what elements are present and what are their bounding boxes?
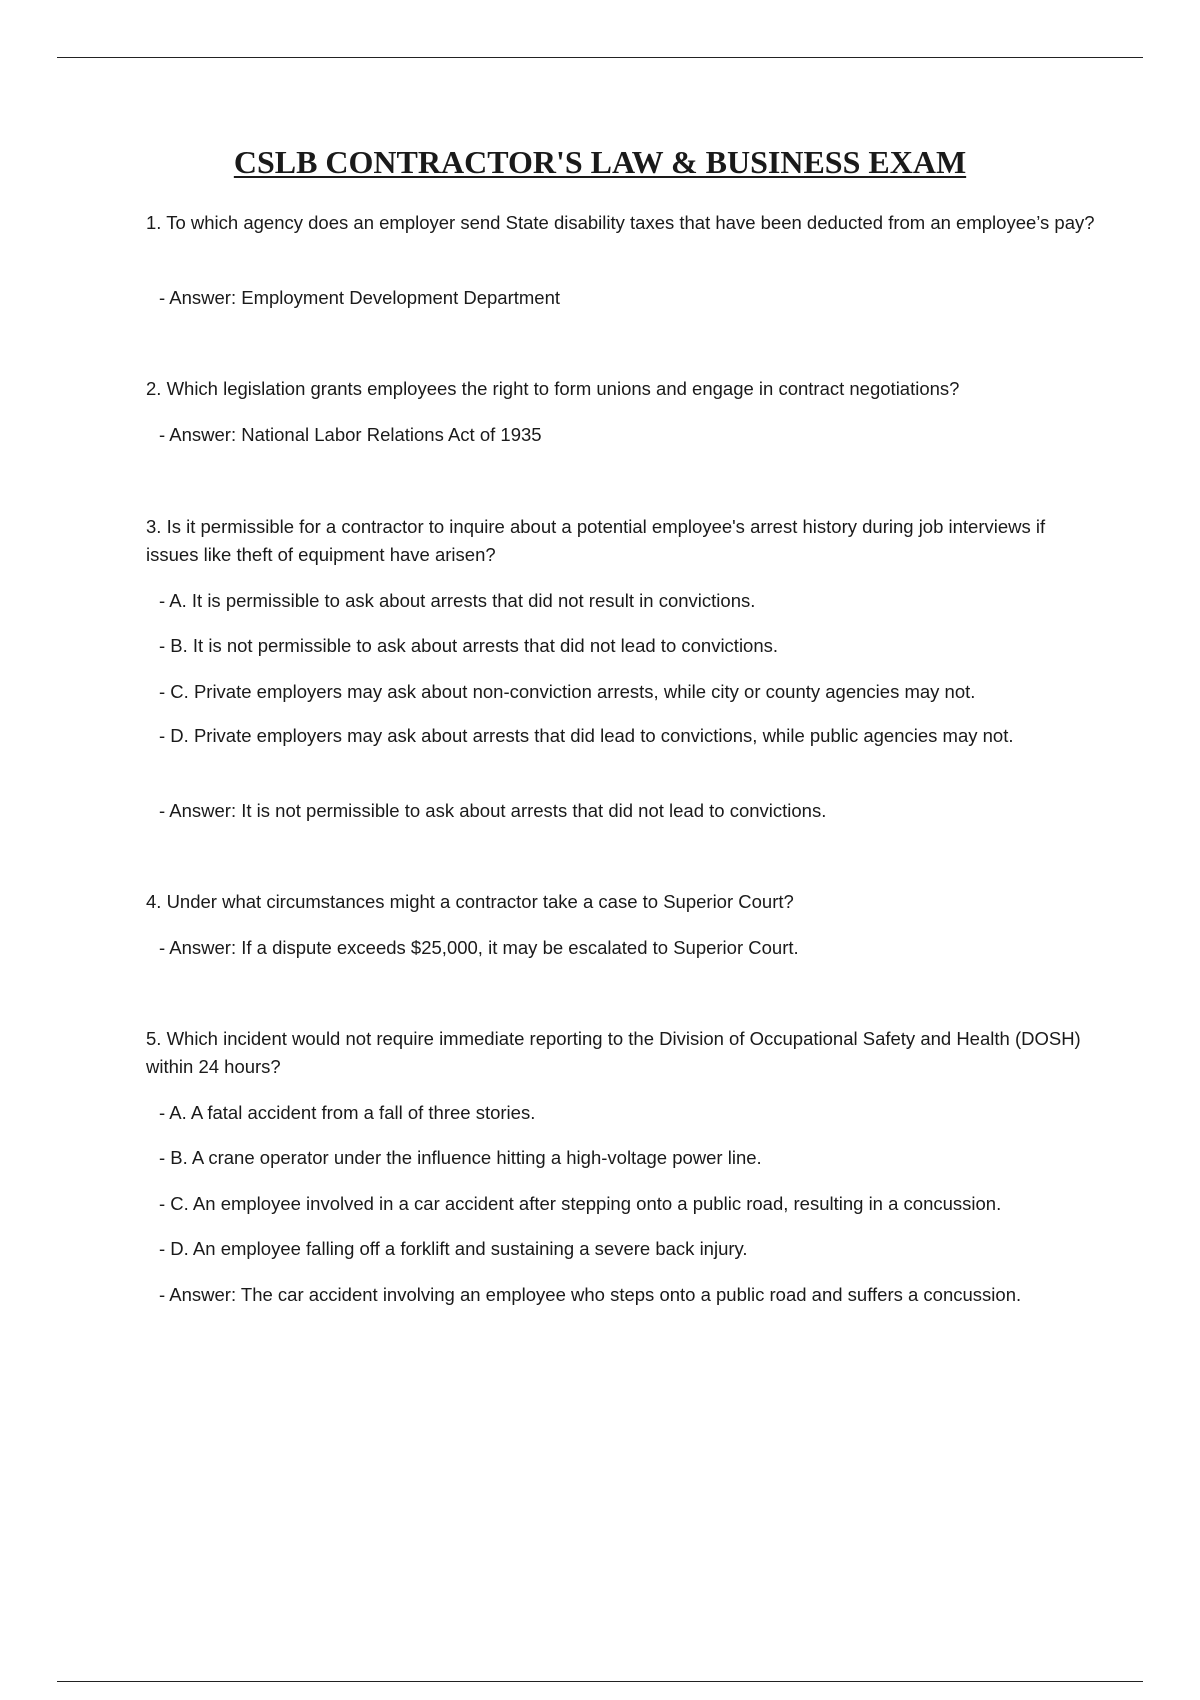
question-5: 5. Which incident would not require immediate reporting to the Division of Occupational Safety and Health (DOSH) within 24 hours? — [146, 1028, 1081, 1077]
answer-1: - Answer: Employment Development Department — [159, 287, 561, 308]
question-3-option-b: - B. It is not permissible to ask about arrests that did not lead to convictions. — [159, 635, 779, 656]
question-2: 2. Which legislation grants employees the right to form unions and engage in contract negotiations? — [146, 378, 960, 399]
question-3-option-d: - D. Private employers may ask about arrests that did lead to convictions, while public agencies may not. — [159, 725, 1014, 746]
question-3-option-a: - A. It is permissible to ask about arrests that did not result in convictions. — [159, 590, 756, 611]
question-5-option-d: - D. An employee falling off a forklift and sustaining a severe back injury. — [159, 1238, 748, 1259]
document-title: CSLB CONTRACTOR'S LAW & BUSINESS EXAM — [233, 144, 967, 180]
answer-5: - Answer: The car accident involving an employee who steps onto a public road and suffers a concussion. — [159, 1284, 1022, 1305]
bottom-rule — [57, 1681, 1143, 1682]
question-3: 3. Is it permissible for a contractor to inquire about a potential employee's arrest history during job interviews if issues like theft of equipment have arisen? — [146, 516, 1046, 565]
question-3-option-c: - C. Private employers may ask about non-conviction arrests, while city or county agencies may not. — [159, 681, 976, 702]
answer-2: - Answer: National Labor Relations Act of 1935 — [159, 424, 542, 445]
question-1: 1. To which agency does an employer send State disability taxes that have been deducted from an employee’s pay? — [146, 212, 1095, 233]
question-5-option-a: - A. A fatal accident from a fall of three stories. — [159, 1102, 536, 1123]
question-5-option-b: - B. A crane operator under the influence hitting a high-voltage power line. — [159, 1147, 762, 1168]
question-5-option-c: - C. An employee involved in a car accident after stepping onto a public road, resulting in a concussion. — [159, 1193, 1002, 1214]
answer-4: - Answer: If a dispute exceeds $25,000, it may be escalated to Superior Court. — [159, 937, 799, 958]
question-4: 4. Under what circumstances might a contractor take a case to Superior Court? — [146, 891, 794, 912]
answer-3: - Answer: It is not permissible to ask about arrests that did not lead to convictions. — [159, 800, 827, 821]
top-rule — [57, 57, 1143, 58]
